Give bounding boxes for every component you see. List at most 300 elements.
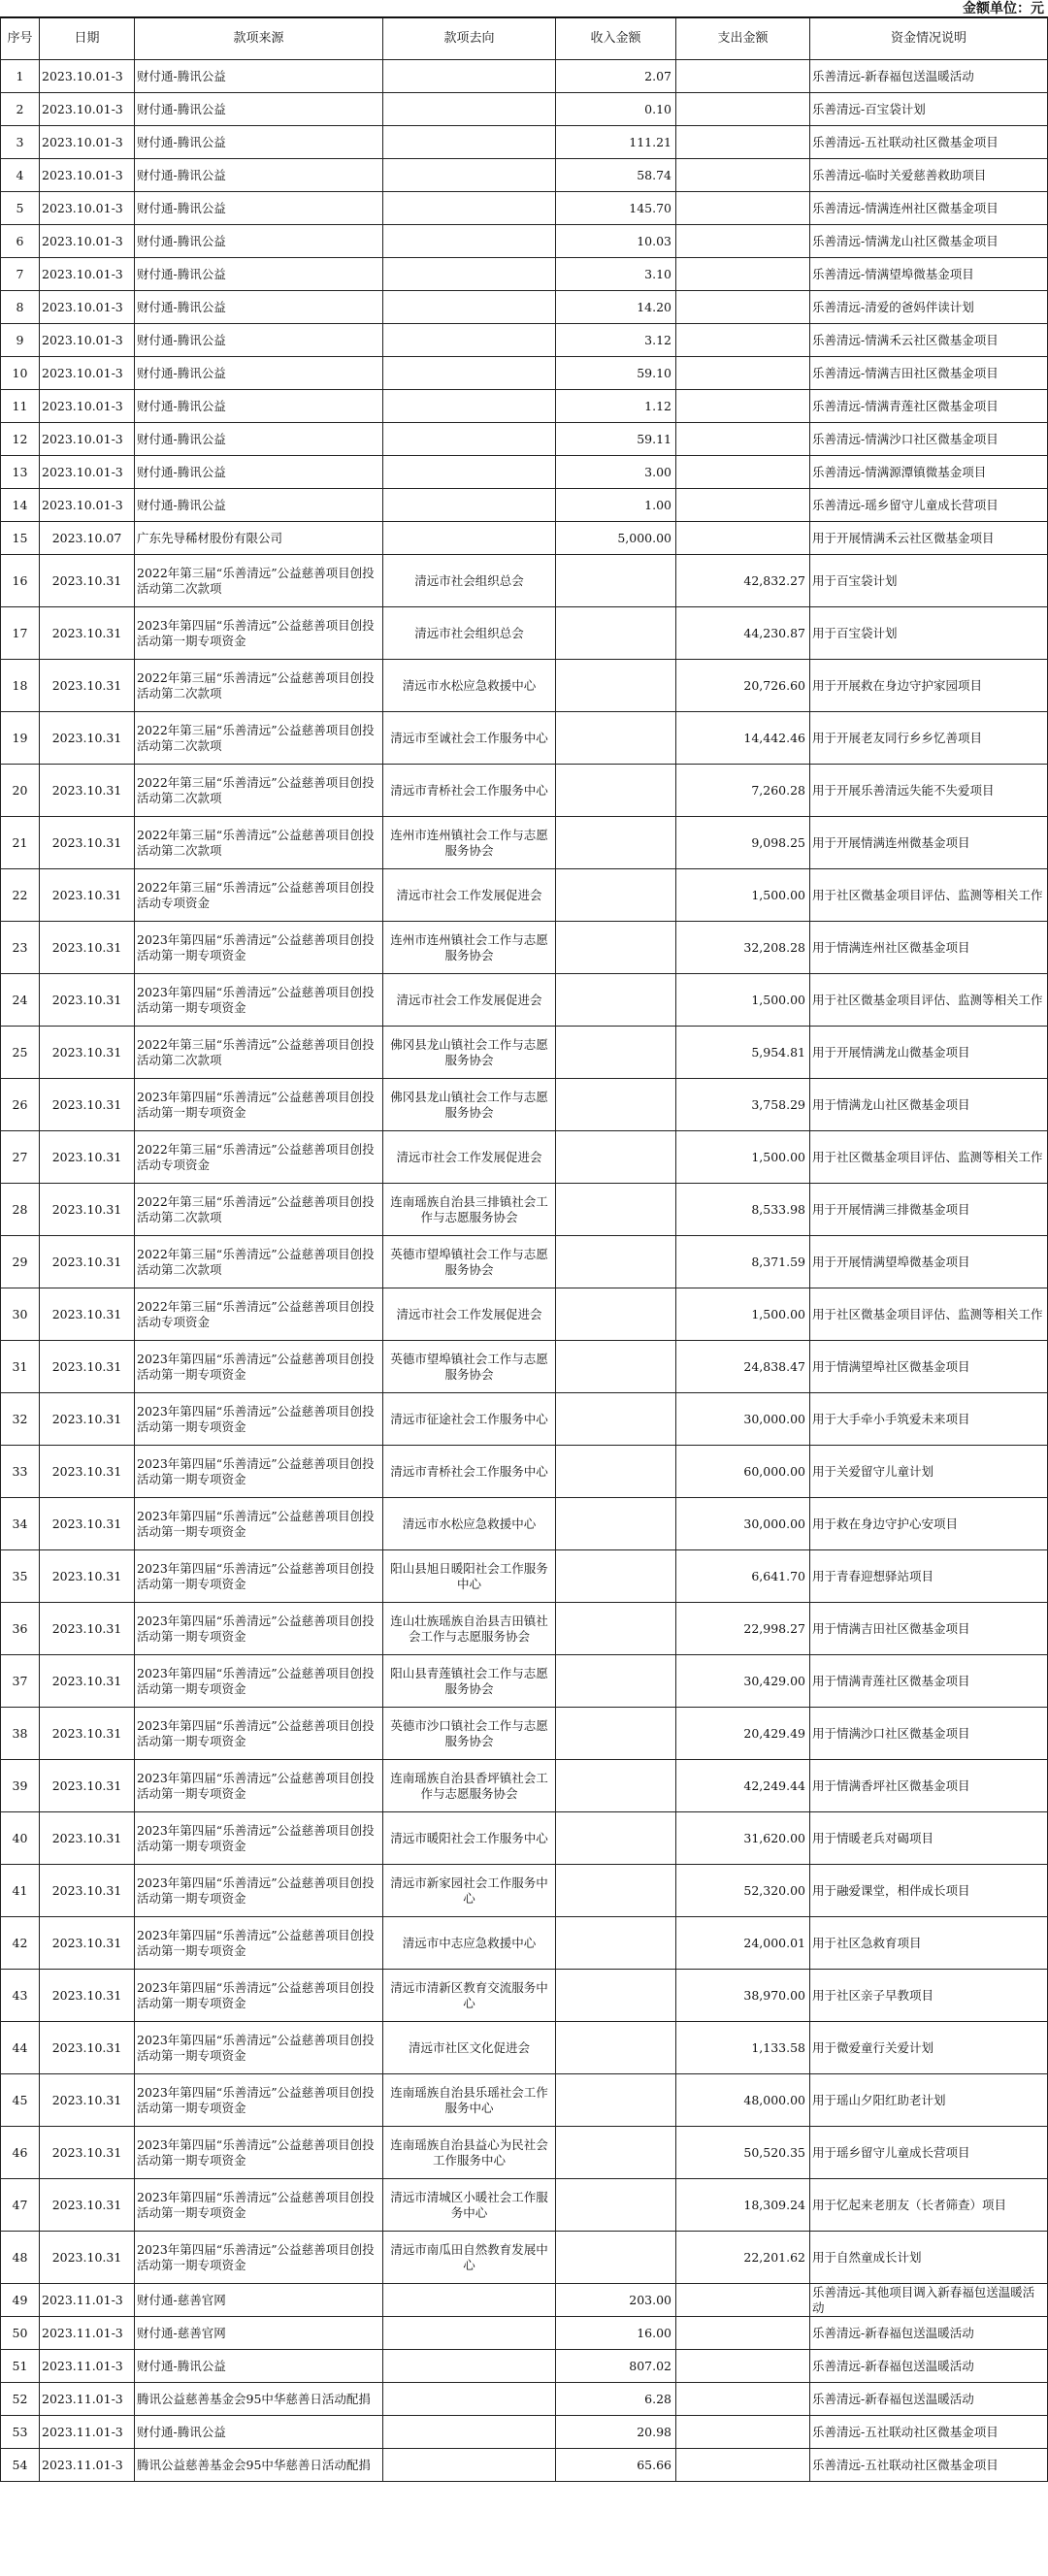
row-expense: 48,000.00 bbox=[676, 2074, 810, 2127]
row-destination: 清远市社会组织总会 bbox=[383, 607, 556, 660]
row-income: 6.28 bbox=[556, 2383, 676, 2416]
row-description: 用于开展情满龙山微基金项目 bbox=[810, 1027, 1048, 1079]
row-expense bbox=[676, 126, 810, 159]
table-row bbox=[1, 357, 1048, 390]
row-source: 2023年第四届“乐善清远”公益慈善项目创投活动第一期专项资金 bbox=[135, 2179, 383, 2232]
table-row bbox=[1, 1079, 1048, 1131]
table-row bbox=[1, 93, 1048, 126]
row-expense bbox=[676, 2284, 810, 2317]
row-source: 2023年第四届“乐善清远”公益慈善项目创投活动第一期专项资金 bbox=[135, 1341, 383, 1393]
row-description: 乐善清远-五社联动社区微基金项目 bbox=[810, 2416, 1048, 2449]
row-expense: 24,838.47 bbox=[676, 1341, 810, 1393]
row-expense: 20,726.60 bbox=[676, 660, 810, 712]
row-number: 18 bbox=[1, 660, 40, 712]
row-expense: 1,500.00 bbox=[676, 869, 810, 922]
row-date: 2023.10.01-3 bbox=[40, 159, 135, 192]
row-description: 用于情满吉田社区微基金项目 bbox=[810, 1603, 1048, 1655]
row-description: 乐善清远-新春福包送温暖活动 bbox=[810, 2383, 1048, 2416]
row-number: 20 bbox=[1, 765, 40, 817]
row-expense: 22,998.27 bbox=[676, 1603, 810, 1655]
row-income bbox=[556, 817, 676, 869]
row-date: 2023.10.01-3 bbox=[40, 60, 135, 93]
row-source: 2023年第四届“乐善清远”公益慈善项目创投活动第一期专项资金 bbox=[135, 1708, 383, 1760]
row-expense: 31,620.00 bbox=[676, 1812, 810, 1865]
row-income: 14.20 bbox=[556, 291, 676, 324]
row-expense bbox=[676, 390, 810, 423]
table-row bbox=[1, 2416, 1048, 2449]
row-source: 2023年第四届“乐善清远”公益慈善项目创投活动第一期专项资金 bbox=[135, 922, 383, 974]
row-expense: 50,520.35 bbox=[676, 2127, 810, 2179]
row-description: 乐善清远-情满禾云社区微基金项目 bbox=[810, 324, 1048, 357]
table-row bbox=[1, 2127, 1048, 2179]
row-number: 35 bbox=[1, 1550, 40, 1603]
row-date: 2023.10.31 bbox=[40, 1288, 135, 1341]
table-row bbox=[1, 817, 1048, 869]
row-date: 2023.10.01-3 bbox=[40, 225, 135, 258]
row-expense bbox=[676, 225, 810, 258]
row-description: 用于情满望埠社区微基金项目 bbox=[810, 1341, 1048, 1393]
row-description: 乐善清远-瑶乡留守儿童成长营项目 bbox=[810, 489, 1048, 522]
row-number: 10 bbox=[1, 357, 40, 390]
row-date: 2023.10.31 bbox=[40, 1708, 135, 1760]
row-date: 2023.10.31 bbox=[40, 974, 135, 1027]
row-income bbox=[556, 1708, 676, 1760]
table-row bbox=[1, 1917, 1048, 1970]
row-destination: 清远市至诚社会工作服务中心 bbox=[383, 712, 556, 765]
row-number: 52 bbox=[1, 2383, 40, 2416]
row-number: 3 bbox=[1, 126, 40, 159]
row-income: 5,000.00 bbox=[556, 522, 676, 555]
row-income bbox=[556, 1446, 676, 1498]
row-date: 2023.10.31 bbox=[40, 1079, 135, 1131]
row-date: 2023.10.31 bbox=[40, 1498, 135, 1550]
row-description: 用于开展乐善清远失能不失爱项目 bbox=[810, 765, 1048, 817]
table-row bbox=[1, 765, 1048, 817]
row-source: 2022年第三届“乐善清远”公益慈善项目创投活动专项资金 bbox=[135, 869, 383, 922]
row-source: 2022年第三届“乐善清远”公益慈善项目创投活动第二次款项 bbox=[135, 817, 383, 869]
row-income: 1.12 bbox=[556, 390, 676, 423]
row-number: 2 bbox=[1, 93, 40, 126]
row-destination: 阳山县青莲镇社会工作与志愿服务协会 bbox=[383, 1655, 556, 1708]
fund-table bbox=[0, 17, 1048, 2482]
row-destination: 清远市征途社会工作服务中心 bbox=[383, 1393, 556, 1446]
table-row bbox=[1, 2074, 1048, 2127]
row-number: 50 bbox=[1, 2317, 40, 2350]
row-income: 16.00 bbox=[556, 2317, 676, 2350]
row-source: 财付通-腾讯公益 bbox=[135, 423, 383, 456]
row-income bbox=[556, 1655, 676, 1708]
row-income bbox=[556, 1865, 676, 1917]
row-number: 51 bbox=[1, 2350, 40, 2383]
row-destination bbox=[383, 159, 556, 192]
row-description: 用于关爱留守儿童计划 bbox=[810, 1446, 1048, 1498]
table-row bbox=[1, 1970, 1048, 2022]
row-source: 2023年第四届“乐善清远”公益慈善项目创投活动第一期专项资金 bbox=[135, 1812, 383, 1865]
row-description: 用于忆起来老朋友（长者筛查）项目 bbox=[810, 2179, 1048, 2232]
row-expense bbox=[676, 456, 810, 489]
table-body bbox=[1, 60, 1048, 2482]
row-expense bbox=[676, 423, 810, 456]
table-row bbox=[1, 1865, 1048, 1917]
col-header-destination: 款项去向 bbox=[383, 18, 556, 60]
row-income bbox=[556, 607, 676, 660]
header-row bbox=[1, 18, 1048, 60]
row-expense: 22,201.62 bbox=[676, 2232, 810, 2284]
row-number: 26 bbox=[1, 1079, 40, 1131]
row-date: 2023.10.31 bbox=[40, 1446, 135, 1498]
table-row bbox=[1, 2022, 1048, 2074]
row-date: 2023.10.31 bbox=[40, 1184, 135, 1236]
row-description: 用于百宝袋计划 bbox=[810, 607, 1048, 660]
col-header-description: 资金情况说明 bbox=[810, 18, 1048, 60]
row-destination: 清远市清新区教育交流服务中心 bbox=[383, 1970, 556, 2022]
row-number: 8 bbox=[1, 291, 40, 324]
row-expense: 24,000.01 bbox=[676, 1917, 810, 1970]
row-date: 2023.10.31 bbox=[40, 2022, 135, 2074]
table-row bbox=[1, 2350, 1048, 2383]
row-income: 20.98 bbox=[556, 2416, 676, 2449]
row-description: 用于百宝袋计划 bbox=[810, 555, 1048, 607]
row-number: 4 bbox=[1, 159, 40, 192]
table-row bbox=[1, 192, 1048, 225]
row-description: 用于社区亲子早教项目 bbox=[810, 1970, 1048, 2022]
row-income bbox=[556, 2179, 676, 2232]
row-description: 乐善清远-新春福包送温暖活动 bbox=[810, 60, 1048, 93]
table-row bbox=[1, 456, 1048, 489]
table-row bbox=[1, 1288, 1048, 1341]
row-expense: 6,641.70 bbox=[676, 1550, 810, 1603]
row-description: 用于开展情满连州微基金项目 bbox=[810, 817, 1048, 869]
row-income bbox=[556, 2022, 676, 2074]
row-source: 2022年第三届“乐善清远”公益慈善项目创投活动第二次款项 bbox=[135, 1236, 383, 1288]
row-number: 25 bbox=[1, 1027, 40, 1079]
row-destination bbox=[383, 357, 556, 390]
row-date: 2023.10.31 bbox=[40, 1865, 135, 1917]
row-number: 6 bbox=[1, 225, 40, 258]
row-destination: 清远市暖阳社会工作服务中心 bbox=[383, 1812, 556, 1865]
row-number: 9 bbox=[1, 324, 40, 357]
row-source: 财付通-腾讯公益 bbox=[135, 93, 383, 126]
row-source: 财付通-腾讯公益 bbox=[135, 126, 383, 159]
row-destination: 清远市社会工作发展促进会 bbox=[383, 1288, 556, 1341]
row-destination bbox=[383, 324, 556, 357]
row-number: 46 bbox=[1, 2127, 40, 2179]
table-row bbox=[1, 258, 1048, 291]
row-description: 用于微爱童行关爱计划 bbox=[810, 2022, 1048, 2074]
row-description: 用于自然童成长计划 bbox=[810, 2232, 1048, 2284]
row-source: 财付通-腾讯公益 bbox=[135, 192, 383, 225]
table-row bbox=[1, 2383, 1048, 2416]
row-date: 2023.10.01-3 bbox=[40, 192, 135, 225]
row-income bbox=[556, 712, 676, 765]
table-row bbox=[1, 225, 1048, 258]
row-income: 145.70 bbox=[556, 192, 676, 225]
row-number: 41 bbox=[1, 1865, 40, 1917]
row-date: 2023.10.31 bbox=[40, 1131, 135, 1184]
row-destination: 清远市社会工作发展促进会 bbox=[383, 869, 556, 922]
row-source: 财付通-腾讯公益 bbox=[135, 291, 383, 324]
row-source: 财付通-慈善官网 bbox=[135, 2284, 383, 2317]
unit-label: 金额单位：元 bbox=[0, 0, 1048, 17]
row-description: 乐善清远-新春福包送温暖活动 bbox=[810, 2350, 1048, 2383]
row-description: 用于开展情满望埠微基金项目 bbox=[810, 1236, 1048, 1288]
row-description: 用于情满香坪社区微基金项目 bbox=[810, 1760, 1048, 1812]
row-income bbox=[556, 660, 676, 712]
row-date: 2023.10.31 bbox=[40, 1236, 135, 1288]
table-row bbox=[1, 1027, 1048, 1079]
row-destination: 英德市望埠镇社会工作与志愿服务协会 bbox=[383, 1236, 556, 1288]
table-row bbox=[1, 922, 1048, 974]
row-date: 2023.10.31 bbox=[40, 1341, 135, 1393]
row-destination bbox=[383, 2350, 556, 2383]
col-header-income: 收入金额 bbox=[556, 18, 676, 60]
row-number: 27 bbox=[1, 1131, 40, 1184]
row-date: 2023.11.01-3 bbox=[40, 2350, 135, 2383]
row-date: 2023.10.31 bbox=[40, 869, 135, 922]
row-source: 2022年第三届“乐善清远”公益慈善项目创投活动第二次款项 bbox=[135, 1027, 383, 1079]
row-expense: 3,758.29 bbox=[676, 1079, 810, 1131]
table-row bbox=[1, 1131, 1048, 1184]
row-income bbox=[556, 1603, 676, 1655]
row-destination bbox=[383, 2284, 556, 2317]
table-row bbox=[1, 2449, 1048, 2482]
row-destination: 清远市南瓜田自然教育发展中心 bbox=[383, 2232, 556, 2284]
table-row bbox=[1, 869, 1048, 922]
row-expense bbox=[676, 93, 810, 126]
row-income: 807.02 bbox=[556, 2350, 676, 2383]
row-source: 2023年第四届“乐善清远”公益慈善项目创投活动第一期专项资金 bbox=[135, 2232, 383, 2284]
row-income: 111.21 bbox=[556, 126, 676, 159]
row-expense: 8,533.98 bbox=[676, 1184, 810, 1236]
row-source: 2023年第四届“乐善清远”公益慈善项目创投活动第一期专项资金 bbox=[135, 2074, 383, 2127]
row-expense: 5,954.81 bbox=[676, 1027, 810, 1079]
row-number: 38 bbox=[1, 1708, 40, 1760]
row-date: 2023.10.01-3 bbox=[40, 357, 135, 390]
row-expense bbox=[676, 2449, 810, 2482]
table-row bbox=[1, 2232, 1048, 2284]
row-source: 财付通-腾讯公益 bbox=[135, 258, 383, 291]
row-income bbox=[556, 2232, 676, 2284]
row-number: 39 bbox=[1, 1760, 40, 1812]
row-number: 48 bbox=[1, 2232, 40, 2284]
row-description: 用于大手牵小手筑爱未来项目 bbox=[810, 1393, 1048, 1446]
row-income bbox=[556, 765, 676, 817]
row-destination bbox=[383, 93, 556, 126]
table-row bbox=[1, 2284, 1048, 2317]
row-description: 乐善清远-五社联动社区微基金项目 bbox=[810, 2449, 1048, 2482]
row-expense bbox=[676, 60, 810, 93]
row-number: 42 bbox=[1, 1917, 40, 1970]
row-number: 45 bbox=[1, 2074, 40, 2127]
table-row bbox=[1, 60, 1048, 93]
row-source: 2023年第四届“乐善清远”公益慈善项目创投活动第一期专项资金 bbox=[135, 2127, 383, 2179]
row-destination: 清远市水松应急救援中心 bbox=[383, 660, 556, 712]
row-source: 2023年第四届“乐善清远”公益慈善项目创投活动第一期专项资金 bbox=[135, 1970, 383, 2022]
row-expense bbox=[676, 522, 810, 555]
table-row bbox=[1, 159, 1048, 192]
row-income bbox=[556, 1288, 676, 1341]
row-description: 用于开展老友同行乡乡忆善项目 bbox=[810, 712, 1048, 765]
row-destination: 连南瑶族自治县益心为民社会工作服务中心 bbox=[383, 2127, 556, 2179]
row-number: 30 bbox=[1, 1288, 40, 1341]
row-income bbox=[556, 1393, 676, 1446]
row-description: 乐善清远-百宝袋计划 bbox=[810, 93, 1048, 126]
row-number: 14 bbox=[1, 489, 40, 522]
row-income bbox=[556, 1236, 676, 1288]
row-expense: 8,371.59 bbox=[676, 1236, 810, 1288]
row-number: 49 bbox=[1, 2284, 40, 2317]
row-description: 乐善清远-情满吉田社区微基金项目 bbox=[810, 357, 1048, 390]
row-expense: 38,970.00 bbox=[676, 1970, 810, 2022]
row-destination: 连州市连州镇社会工作与志愿服务协会 bbox=[383, 922, 556, 974]
row-description: 用于青春迎想驿站项目 bbox=[810, 1550, 1048, 1603]
row-description: 乐善清远-临时关爱慈善救助项目 bbox=[810, 159, 1048, 192]
row-number: 19 bbox=[1, 712, 40, 765]
table-row bbox=[1, 1760, 1048, 1812]
row-expense bbox=[676, 2350, 810, 2383]
row-income bbox=[556, 1131, 676, 1184]
row-destination: 连山壮族瑶族自治县吉田镇社会工作与志愿服务协会 bbox=[383, 1603, 556, 1655]
row-destination: 佛冈县龙山镇社会工作与志愿服务协会 bbox=[383, 1079, 556, 1131]
row-source: 2023年第四届“乐善清远”公益慈善项目创投活动第一期专项资金 bbox=[135, 1760, 383, 1812]
row-income bbox=[556, 1917, 676, 1970]
row-source: 2022年第三届“乐善清远”公益慈善项目创投活动专项资金 bbox=[135, 1288, 383, 1341]
row-expense: 30,429.00 bbox=[676, 1655, 810, 1708]
row-income: 59.11 bbox=[556, 423, 676, 456]
row-description: 用于开展情满三排微基金项目 bbox=[810, 1184, 1048, 1236]
row-income: 58.74 bbox=[556, 159, 676, 192]
row-expense: 30,000.00 bbox=[676, 1393, 810, 1446]
row-source: 2022年第三届“乐善清远”公益慈善项目创投活动第二次款项 bbox=[135, 555, 383, 607]
row-income: 65.66 bbox=[556, 2449, 676, 2482]
row-date: 2023.10.01-3 bbox=[40, 423, 135, 456]
row-destination: 佛冈县龙山镇社会工作与志愿服务协会 bbox=[383, 1027, 556, 1079]
row-destination: 清远市社区文化促进会 bbox=[383, 2022, 556, 2074]
row-number: 22 bbox=[1, 869, 40, 922]
row-source: 2022年第三届“乐善清远”公益慈善项目创投活动第二次款项 bbox=[135, 660, 383, 712]
row-number: 53 bbox=[1, 2416, 40, 2449]
table-row bbox=[1, 324, 1048, 357]
row-description: 乐善清远-情满青莲社区微基金项目 bbox=[810, 390, 1048, 423]
row-destination: 清远市青桥社会工作服务中心 bbox=[383, 765, 556, 817]
row-date: 2023.10.31 bbox=[40, 1812, 135, 1865]
col-header-source: 款项来源 bbox=[135, 18, 383, 60]
row-date: 2023.10.01-3 bbox=[40, 93, 135, 126]
row-destination bbox=[383, 489, 556, 522]
table-row bbox=[1, 522, 1048, 555]
row-expense: 1,500.00 bbox=[676, 1288, 810, 1341]
row-date: 2023.10.31 bbox=[40, 2179, 135, 2232]
row-destination: 连南瑶族自治县乐瑶社会工作服务中心 bbox=[383, 2074, 556, 2127]
table-row bbox=[1, 390, 1048, 423]
table-row bbox=[1, 1812, 1048, 1865]
row-destination bbox=[383, 2317, 556, 2350]
table-row bbox=[1, 2179, 1048, 2232]
row-income bbox=[556, 1184, 676, 1236]
row-description: 用于瑶山夕阳红助老计划 bbox=[810, 2074, 1048, 2127]
table-row bbox=[1, 1655, 1048, 1708]
row-expense: 30,000.00 bbox=[676, 1498, 810, 1550]
row-description: 乐善清远-情满沙口社区微基金项目 bbox=[810, 423, 1048, 456]
row-source: 2022年第三届“乐善清远”公益慈善项目创投活动第二次款项 bbox=[135, 1184, 383, 1236]
table-row bbox=[1, 1446, 1048, 1498]
row-number: 31 bbox=[1, 1341, 40, 1393]
row-number: 33 bbox=[1, 1446, 40, 1498]
row-source: 广东先导稀材股份有限公司 bbox=[135, 522, 383, 555]
row-number: 34 bbox=[1, 1498, 40, 1550]
row-description: 乐善清远-情满连州社区微基金项目 bbox=[810, 192, 1048, 225]
row-source: 财付通-腾讯公益 bbox=[135, 456, 383, 489]
row-expense: 42,832.27 bbox=[676, 555, 810, 607]
row-expense bbox=[676, 2383, 810, 2416]
row-source: 财付通-腾讯公益 bbox=[135, 357, 383, 390]
row-source: 2023年第四届“乐善清远”公益慈善项目创投活动第一期专项资金 bbox=[135, 607, 383, 660]
row-number: 7 bbox=[1, 258, 40, 291]
row-expense bbox=[676, 357, 810, 390]
table-row bbox=[1, 1184, 1048, 1236]
row-expense: 60,000.00 bbox=[676, 1446, 810, 1498]
row-number: 44 bbox=[1, 2022, 40, 2074]
row-destination: 清远市中志应急救援中心 bbox=[383, 1917, 556, 1970]
row-date: 2023.11.01-3 bbox=[40, 2449, 135, 2482]
row-date: 2023.10.31 bbox=[40, 922, 135, 974]
row-number: 1 bbox=[1, 60, 40, 93]
row-source: 财付通-腾讯公益 bbox=[135, 324, 383, 357]
row-source: 腾讯公益慈善基金会95中华慈善日活动配捐 bbox=[135, 2383, 383, 2416]
col-header-expense: 支出金额 bbox=[676, 18, 810, 60]
row-date: 2023.10.01-3 bbox=[40, 489, 135, 522]
row-number: 17 bbox=[1, 607, 40, 660]
row-number: 11 bbox=[1, 390, 40, 423]
row-destination bbox=[383, 522, 556, 555]
table-row bbox=[1, 1498, 1048, 1550]
table-row bbox=[1, 126, 1048, 159]
row-destination: 清远市水松应急救援中心 bbox=[383, 1498, 556, 1550]
row-description: 乐善清远-情满源潭镇微基金项目 bbox=[810, 456, 1048, 489]
row-description: 乐善清远-清爱的爸妈伴读计划 bbox=[810, 291, 1048, 324]
row-income: 3.00 bbox=[556, 456, 676, 489]
row-source: 财付通-腾讯公益 bbox=[135, 225, 383, 258]
row-date: 2023.11.01-3 bbox=[40, 2284, 135, 2317]
row-destination: 清远市社会工作发展促进会 bbox=[383, 974, 556, 1027]
row-description: 乐善清远-其他项目调入新春福包送温暖活动 bbox=[810, 2284, 1048, 2317]
row-income bbox=[556, 1027, 676, 1079]
row-date: 2023.11.01-3 bbox=[40, 2383, 135, 2416]
row-income bbox=[556, 1498, 676, 1550]
row-description: 用于瑶乡留守儿童成长营项目 bbox=[810, 2127, 1048, 2179]
row-income: 10.03 bbox=[556, 225, 676, 258]
row-destination bbox=[383, 291, 556, 324]
row-source: 财付通-腾讯公益 bbox=[135, 60, 383, 93]
row-income bbox=[556, 2074, 676, 2127]
row-source: 2023年第四届“乐善清远”公益慈善项目创投活动第一期专项资金 bbox=[135, 1550, 383, 1603]
table-row bbox=[1, 2317, 1048, 2350]
row-date: 2023.10.01-3 bbox=[40, 456, 135, 489]
row-source: 2023年第四届“乐善清远”公益慈善项目创投活动第一期专项资金 bbox=[135, 1393, 383, 1446]
row-date: 2023.10.31 bbox=[40, 1027, 135, 1079]
row-income bbox=[556, 922, 676, 974]
row-destination bbox=[383, 2449, 556, 2482]
row-expense bbox=[676, 489, 810, 522]
row-date: 2023.10.01-3 bbox=[40, 324, 135, 357]
row-number: 40 bbox=[1, 1812, 40, 1865]
row-date: 2023.11.01-3 bbox=[40, 2416, 135, 2449]
row-destination: 阳山县旭日暖阳社会工作服务中心 bbox=[383, 1550, 556, 1603]
row-source: 2023年第四届“乐善清远”公益慈善项目创投活动第一期专项资金 bbox=[135, 1498, 383, 1550]
row-date: 2023.10.31 bbox=[40, 1970, 135, 2022]
row-income bbox=[556, 1550, 676, 1603]
row-destination: 清远市新家园社会工作服务中心 bbox=[383, 1865, 556, 1917]
